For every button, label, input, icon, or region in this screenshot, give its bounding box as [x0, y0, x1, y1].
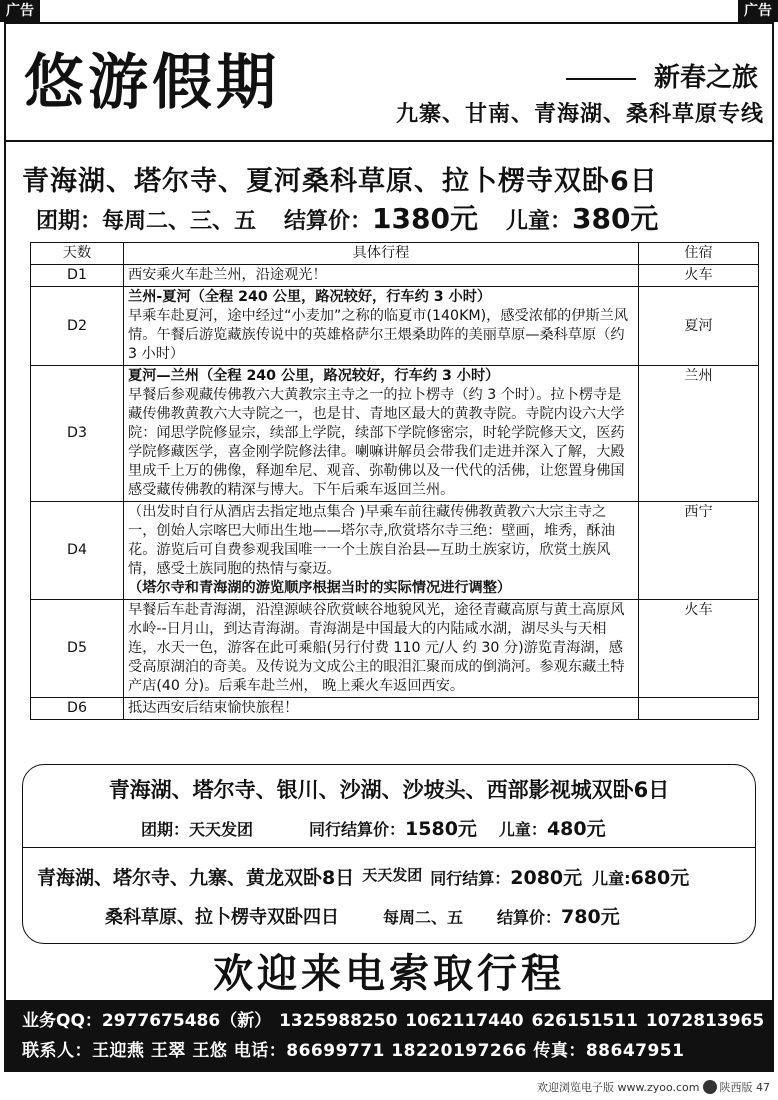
footer-edition: 陕西版 — [719, 1081, 753, 1094]
stay-cell: 兰州 — [639, 366, 759, 502]
day-cell: D2 — [31, 287, 124, 366]
promo-box — [22, 764, 756, 944]
day-cell: D4 — [31, 502, 124, 600]
day-cell: D6 — [31, 698, 124, 720]
promo-2-title: 青海湖、塔尔寺、九寨、黄龙双卧8日 — [37, 867, 355, 889]
detail-cell — [124, 600, 639, 698]
slogan-dash — [566, 78, 636, 80]
slogan — [566, 62, 758, 94]
routes-subtitle: 九寨、甘南、青海湖、桑科草原专线 — [395, 102, 764, 127]
detail-cell — [124, 287, 639, 366]
table-header-row — [31, 243, 759, 265]
detail-cell — [124, 265, 639, 287]
promo-divider — [23, 847, 755, 848]
ad-frame — [4, 22, 774, 1072]
detail-text: 西安乘火车赴兰州，沿途观光！ — [128, 267, 327, 283]
tour-price-label: 结算价： — [284, 209, 373, 234]
ad-label-left: 广告 — [0, 0, 40, 22]
header-detail: 具体行程 — [124, 243, 639, 265]
promo-2-price: 2080元 — [510, 867, 583, 889]
stay-cell: 火车 — [639, 600, 759, 698]
promo-1-child-label: 儿童： — [498, 820, 547, 839]
promo-3-schedule: 每周二、五 — [383, 908, 464, 927]
detail-note: （塔尔寺和青海湖的游览顺序根据当时的实际情况进行调整） — [128, 580, 512, 596]
stay-cell: 火车 — [639, 265, 759, 287]
promo-2-info — [37, 861, 689, 893]
brand-title: 悠游假期 — [24, 48, 280, 118]
tour-title: 青海湖、塔尔寺、夏河桑科草原、拉卜楞寺双卧6日 — [22, 166, 658, 197]
table-row — [31, 502, 759, 600]
promo-3-price: 780元 — [561, 906, 620, 928]
promo-3-info — [105, 903, 620, 932]
contact-bar — [6, 1000, 772, 1070]
table-row — [31, 600, 759, 698]
page-footer — [537, 1080, 770, 1096]
day-cell: D1 — [31, 265, 124, 287]
promo-3-price-label: 结算价： — [497, 908, 562, 927]
day-cell: D3 — [31, 366, 124, 502]
promo-2-child-label: 儿童: — [592, 869, 631, 888]
header-day: 天数 — [31, 243, 124, 265]
detail-cell — [124, 366, 639, 502]
tour-child-label: 儿童： — [505, 209, 572, 234]
promo-3-title: 桑科草原、拉卜楞寺双卧四日 — [105, 907, 339, 928]
detail-lead: 夏河—兰州（全程 240 公里，路况较好，行车约 3 小时） — [128, 368, 500, 384]
detail-text: 抵达西安后结束愉快旅程！ — [128, 700, 299, 716]
promo-1-price: 1580元 — [405, 818, 477, 840]
promo-2-child-price: 680元 — [630, 867, 690, 889]
promo-2-price-label: 同行结算： — [430, 869, 511, 888]
table-row — [31, 366, 759, 502]
detail-text: 早餐后车赴青海湖，沿湟源峡谷欣赏峡谷地貌风光，途径青藏高原与黄土高原风水岭--日月山，到达青海湖。青海湖是中国最大的内陆咸水湖，湖尽头与天相连，水天一色，游客在此可乘船(另行付费 110 元/人 约 30 分)游览青海湖，感受高原湖泊的奇美。及传说为文成公主的眼泪汇聚而成的倒淌河。参观东藏土特产店(40 分)。后乘车赴兰州， 晚上乘火车返回西安。 — [128, 602, 625, 694]
contact-qq: 业务QQ：2977675486（新） 1325988250 1062117440 626151511 1072813965 — [22, 1011, 765, 1031]
tour-price: 1380元 — [372, 202, 478, 235]
promo-2-schedule: 天天发团 — [362, 866, 423, 884]
page-number: 47 — [756, 1081, 770, 1094]
table-row — [31, 698, 759, 720]
promo-1-schedule: 团期：天天发团 — [141, 820, 254, 839]
welcome-banner: 欢迎来电索取行程 — [213, 950, 565, 997]
detail-cell — [124, 698, 639, 720]
contact-phone: 联系人：王迎燕 王翠 王悠 电话：86699771 18220197266 传真：88647951 — [22, 1041, 685, 1061]
tour-price-line — [36, 202, 658, 239]
promo-1-child-price: 480元 — [546, 818, 606, 840]
detail-text: （出发时自行从酒店去指定地点集合 )早乘车前往藏传佛教黄教六大宗主寺之一，创始人宗喀巴大师出生地——塔尔寺,欣赏塔尔寺三绝：壁画，堆秀，酥油花。游览后可自费参观我国唯一一个土族自治县—互助土族家访，欣赏土族风情，感受土族同胞的热情与豪迈。 — [128, 504, 615, 577]
table-row — [31, 265, 759, 287]
promo-1-title: 青海湖、塔尔寺、银川、沙湖、沙坡头、西部影视城双卧6日 — [108, 778, 670, 802]
detail-cell — [124, 502, 639, 600]
header — [6, 24, 772, 142]
itinerary-table — [30, 242, 759, 720]
detail-text: 早餐后参观藏传佛教六大黄教宗主寺之一的拉卜楞寺（约 3 个时）。拉卜楞寺是藏传佛教黄教六大寺院之一，也是甘、青地区最大的黄教寺院。寺院内设六大学院：闻思学院修显宗，续部上学院，续部下学院修密宗，时轮学院修天文，医药学院修藏医学，喜金刚学院修法律。喇嘛讲解员会带我们走进并深入了解，大殿里成千上万的佛像，释迦牟尼、观音、弥勒佛以及一代代的活佛，让您置身佛国感受藏传佛教的精深与博大。下午后乘车返回兰州。 — [128, 387, 625, 498]
table-row — [31, 287, 759, 366]
stay-cell: 夏河 — [639, 287, 759, 366]
header-stay: 住宿 — [639, 243, 759, 265]
day-cell: D5 — [31, 600, 124, 698]
promo-1-price-label: 同行结算价： — [309, 820, 406, 839]
detail-text: 早乘车赴夏河，途中经过“小麦加”之称的临夏市(140KM)，感受浓郁的伊斯兰风情。午餐后游览藏族传说中的英雄格萨尔王煨桑助阵的美丽草原—桑科草原（约 3 小时） — [128, 308, 629, 362]
slogan-text: 新春之旅 — [653, 63, 758, 93]
promo-1-info — [141, 815, 606, 844]
site-logo-icon — [703, 1080, 717, 1094]
detail-lead: 兰州-夏河（全程 240 公里，路况较好，行车约 3 小时） — [128, 289, 492, 305]
stay-cell: 西宁 — [639, 502, 759, 600]
tour-child-price: 380元 — [571, 202, 659, 235]
tour-schedule: 团期：每周二、三、五 — [36, 209, 257, 234]
stay-cell — [639, 698, 759, 720]
footer-text: 欢迎浏览电子版 www.zyoo.com — [536, 1081, 700, 1094]
ad-label-right: 广告 — [738, 0, 778, 22]
